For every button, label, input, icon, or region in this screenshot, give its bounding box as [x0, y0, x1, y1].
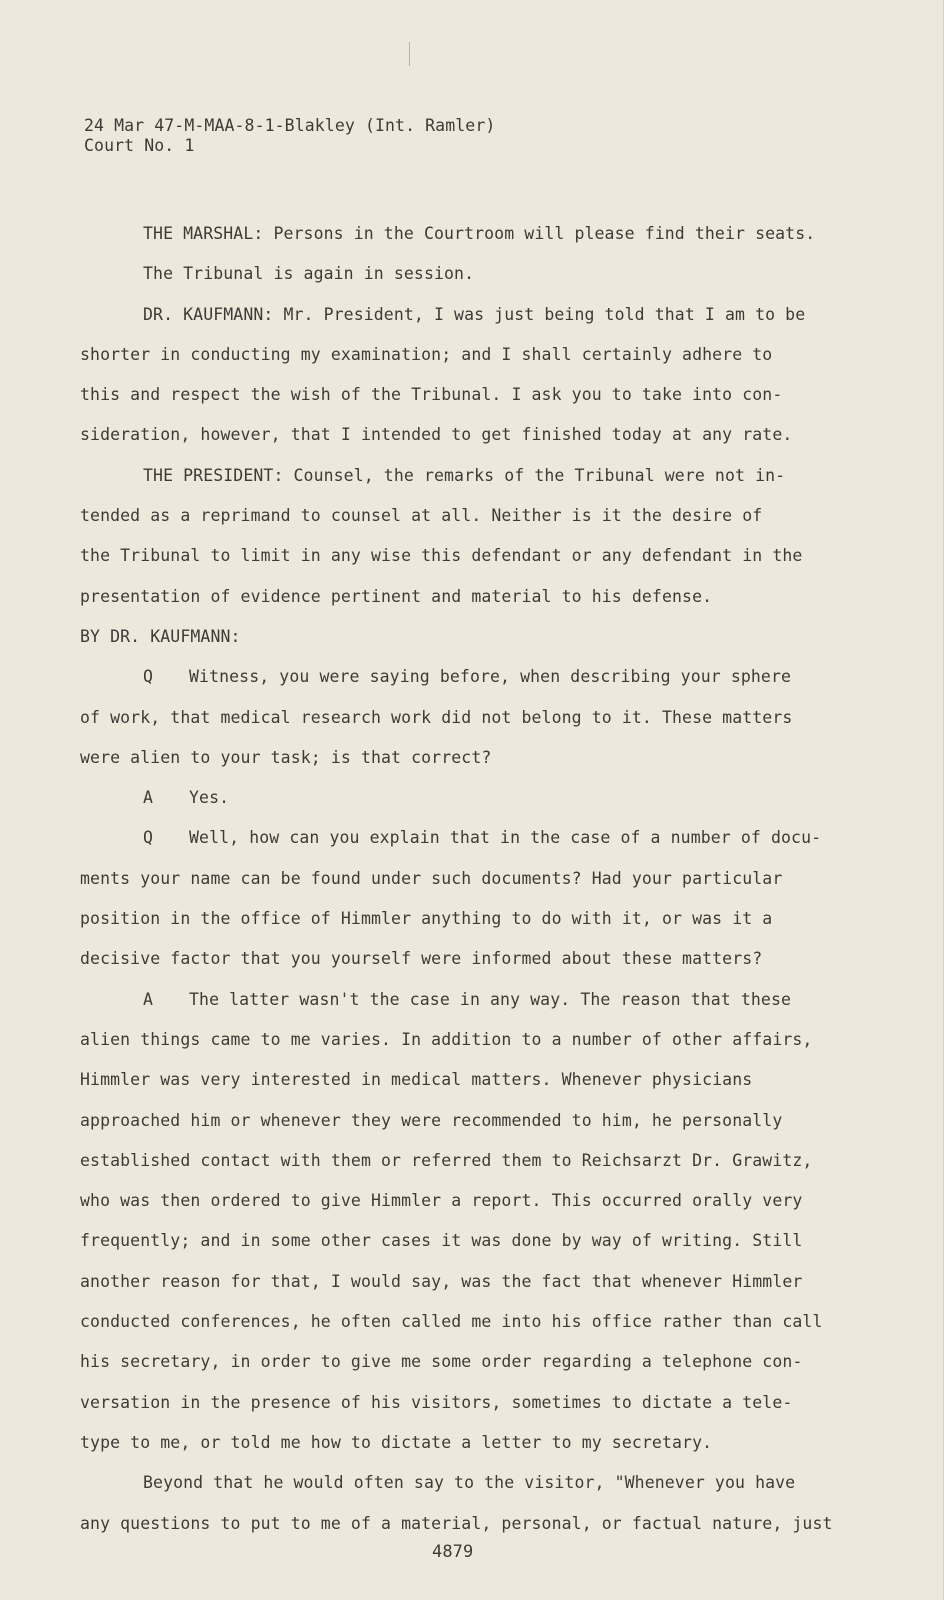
transcript-line	[80, 536, 840, 576]
qa-label: Q	[143, 667, 154, 687]
transcript-text: decisive factor that you yourself were informed about these matters?	[80, 949, 763, 969]
transcript-text: any questions to put to me of a material, personal, or factual nature, just	[80, 1513, 833, 1533]
qa-label: A	[143, 989, 154, 1009]
transcript-line	[80, 1262, 840, 1302]
transcript-text: another reason for that, I would say, was the fact that whenever Himmler	[80, 1271, 803, 1291]
transcript-text: Witness, you were saying before, when describing your sphere	[189, 667, 792, 687]
transcript-line	[80, 778, 840, 818]
transcript-text: Beyond that he would often say to the visitor, "Whenever you have	[143, 1473, 796, 1493]
transcript-line	[80, 939, 840, 979]
transcript-body	[80, 214, 840, 1544]
document-header	[84, 116, 495, 156]
transcript-text: presentation of evidence pertinent and material to his defense.	[80, 586, 713, 606]
transcript-text: type to me, or told me how to dictate a letter to my secretary.	[80, 1432, 713, 1452]
transcript-text: THE MARSHAL: Persons in the Courtroom will please find their seats.	[143, 224, 816, 243]
transcript-text: conducted conferences, he often called me into his office rather than call	[80, 1312, 823, 1332]
transcript-line	[80, 577, 840, 617]
transcript-line	[80, 1383, 840, 1423]
qa-label: Q	[143, 828, 154, 848]
transcript-line	[80, 1423, 840, 1463]
header-reference-line: 24 Mar 47-M-MAA-8-1-Blakley (Int. Ramler)	[84, 116, 496, 135]
transcript-text: established contact with them or referred them to Reichsarzt Dr. Grawitz,	[80, 1150, 813, 1170]
transcript-line	[80, 295, 840, 335]
transcript-text: The latter wasn't the case in any way. The reason that these	[189, 989, 792, 1009]
transcript-text: The Tribunal is again in session.	[143, 264, 475, 284]
transcript-text: shorter in conducting my examination; and I shall certainly adhere to	[80, 344, 773, 364]
page-mark	[409, 42, 410, 66]
transcript-text: the Tribunal to limit in any wise this defendant or any defendant in the	[80, 546, 803, 566]
transcript-line	[80, 1060, 840, 1100]
transcript-line	[80, 980, 840, 1020]
transcript-line	[80, 456, 840, 496]
transcript-text: tended as a reprimand to counsel at all. Neither is it the desire of	[80, 506, 763, 526]
transcript-line	[80, 496, 840, 536]
transcript-line	[80, 375, 840, 415]
transcript-line	[80, 1463, 840, 1503]
transcript-line	[80, 818, 840, 858]
transcript-text: THE PRESIDENT: Counsel, the remarks of the Tribunal were not in-	[143, 465, 786, 485]
transcript-text: BY DR. KAUFMANN:	[80, 626, 241, 646]
transcript-text: position in the office of Himmler anything to do with it, or was it a	[80, 909, 773, 929]
header-court-line: Court No. 1	[84, 136, 195, 155]
transcript-line	[80, 1302, 840, 1342]
transcript-text: approached him or whenever they were recommended to him, he personally	[80, 1110, 783, 1130]
transcript-line	[80, 617, 840, 657]
transcript-line	[80, 335, 840, 375]
transcript-text: his secretary, in order to give me some order regarding a telephone con-	[80, 1352, 803, 1372]
transcript-text: versation in the presence of his visitors, sometimes to dictate a tele-	[80, 1392, 793, 1412]
transcript-text: frequently; and in some other cases it was done by way of writing. Still	[80, 1231, 803, 1251]
transcript-text: of work, that medical research work did not belong to it. These matters	[80, 707, 793, 727]
transcript-line	[80, 1141, 840, 1181]
transcript-text: Well, how can you explain that in the case of a number of docu-	[189, 828, 822, 848]
transcript-line	[80, 1504, 840, 1544]
transcript-text: DR. KAUFMANN: Mr. President, I was just being told that I am to be	[143, 304, 806, 324]
transcript-line	[80, 1221, 840, 1261]
transcript-line	[80, 1020, 840, 1060]
transcript-line	[80, 899, 840, 939]
transcript-text: were alien to your task; is that correct?	[80, 747, 492, 767]
transcript-line	[80, 859, 840, 899]
transcript-line	[80, 738, 840, 778]
transcript-text: Himmler was very interested in medical matters. Whenever physicians	[80, 1070, 753, 1090]
transcript-text: alien things came to me varies. In addition to a number of other affairs,	[80, 1029, 813, 1049]
transcript-text: who was then ordered to give Himmler a report. This occurred orally very	[80, 1191, 803, 1211]
page-number: 4879	[432, 1542, 474, 1562]
transcript-text: Yes.	[189, 788, 230, 808]
transcript-line	[80, 214, 840, 254]
transcript-line	[80, 698, 840, 738]
transcript-line	[80, 415, 840, 455]
qa-label: A	[143, 788, 154, 808]
transcript-line	[80, 1181, 840, 1221]
transcript-text: this and respect the wish of the Tribunal. I ask you to take into con-	[80, 385, 783, 405]
transcript-line	[80, 1101, 840, 1141]
transcript-line	[80, 254, 840, 294]
transcript-text: sideration, however, that I intended to get finished today at any rate.	[80, 425, 793, 445]
transcript-line	[80, 1342, 840, 1382]
transcript-line	[80, 657, 840, 697]
transcript-text: ments your name can be found under such documents? Had your particular	[80, 868, 783, 888]
